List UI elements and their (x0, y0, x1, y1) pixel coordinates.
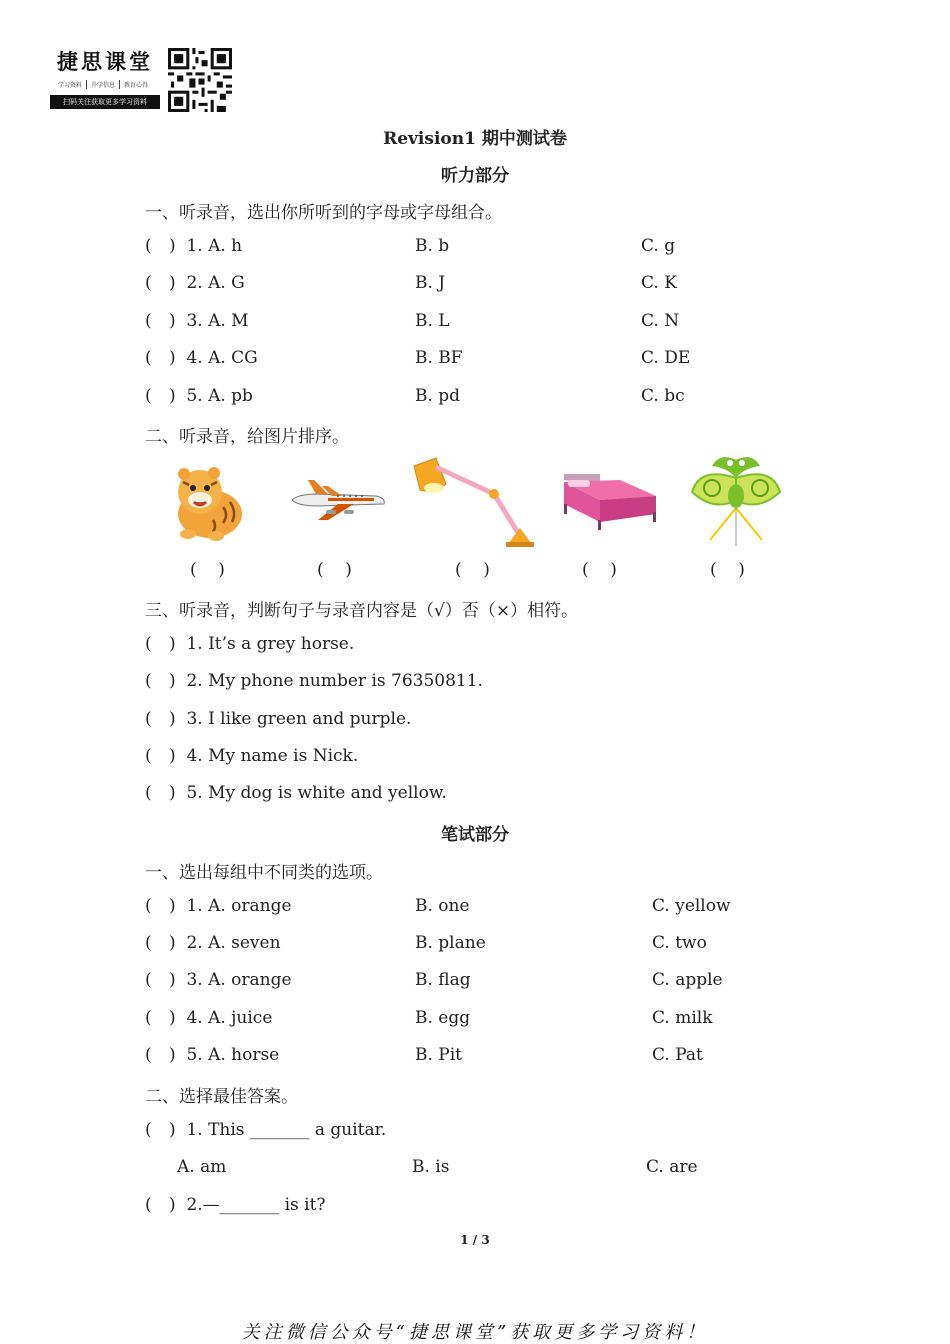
question-option-c: C. N (641, 311, 680, 331)
picture-order-paren: ( ) (710, 560, 745, 580)
question-option-a: ) 1. A. orange (169, 896, 292, 916)
question-option-b: B. plane (415, 933, 486, 953)
question-option-a: ) 2. A. seven (169, 933, 281, 953)
picture-order-paren: ( ) (455, 560, 490, 580)
question-row (145, 709, 845, 733)
question-option-c: C. two (652, 933, 707, 953)
question-text: ) 2.—_______ is it? (169, 1195, 326, 1215)
question-option-b: B. BF (415, 348, 463, 368)
question-text: ) 1. It’s a grey horse. (169, 634, 355, 654)
brand-tags (50, 80, 160, 89)
question-row (145, 746, 845, 770)
question-row (145, 236, 845, 260)
picture-order-paren: ( ) (317, 560, 352, 580)
answer-paren: ( (145, 386, 152, 406)
question-row (145, 386, 845, 410)
writing-s2-title: 二、选择最佳答案。 (145, 1087, 298, 1107)
answer-paren: ( (145, 634, 152, 654)
question-row (145, 1195, 845, 1219)
question-option-b: B. Pit (415, 1045, 463, 1065)
listening-s3-title: 三、听录音，判断句子与录音内容是（√）否（×）相符。 (145, 601, 579, 621)
answer-paren: ( (145, 1045, 152, 1065)
answer-paren: ( (145, 970, 152, 990)
question-option-c: C. K (641, 273, 677, 293)
brand-tag: 教育心得 (124, 82, 149, 89)
answer-paren: ( (145, 671, 152, 691)
brand-tag: 学习资料 (58, 80, 87, 89)
question-text: ) 4. My name is Nick. (169, 746, 359, 766)
question-option-b: B. J (415, 273, 446, 293)
brand-bar: 扫码关注获取更多学习资料 (50, 95, 160, 109)
qr-code-icon (168, 48, 232, 112)
answer-paren: ( (145, 896, 152, 916)
listening-heading: 听力部分 (441, 166, 509, 186)
question-row (145, 311, 845, 335)
question-option-a: ) 4. A. juice (169, 1008, 273, 1028)
writing-s1-title: 一、选出每组中不同类的选项。 (145, 863, 383, 883)
question-row (145, 1120, 845, 1144)
question-row (145, 1045, 845, 1069)
question-option-a: A. am (177, 1157, 227, 1177)
question-text: ) 5. My dog is white and yellow. (169, 783, 447, 803)
question-option-a: ) 3. A. M (169, 311, 249, 331)
question-text: ) 3. I like green and purple. (169, 709, 412, 729)
question-option-c: C. are (646, 1157, 698, 1177)
question-option-a: ) 3. A. orange (169, 970, 292, 990)
question-option-c: C. apple (652, 970, 723, 990)
answer-paren: ( (145, 783, 152, 803)
question-option-b: B. b (415, 236, 450, 256)
question-option-a: ) 4. A. CG (169, 348, 258, 368)
question-option-b: B. egg (415, 1008, 471, 1028)
picture-order-paren: ( ) (582, 560, 617, 580)
listening-s2-title: 二、听录音，给图片排序。 (145, 427, 349, 447)
question-row (145, 933, 845, 957)
question-option-b: B. L (415, 311, 450, 331)
question-option-c: C. yellow (652, 896, 731, 916)
answer-paren: ( (145, 1120, 152, 1140)
picture-order-paren: ( ) (190, 560, 225, 580)
answer-paren: ( (145, 709, 152, 729)
question-row (145, 896, 845, 920)
question-row (145, 970, 845, 994)
answer-paren: ( (145, 1195, 152, 1215)
question-row (145, 273, 845, 297)
question-row (145, 783, 845, 807)
page-number: 1 / 3 (460, 1233, 490, 1247)
airplane-icon (288, 478, 388, 524)
question-option-a: ) 2. A. G (169, 273, 245, 293)
question-option-c: C. bc (641, 386, 685, 406)
question-option-b: B. is (412, 1157, 450, 1177)
answer-paren: ( (145, 273, 152, 293)
question-text: ) 1. This _______ a guitar. (169, 1120, 387, 1140)
question-option-a: ) 1. A. h (169, 236, 243, 256)
brand-name: 捷思课堂 (57, 49, 153, 74)
desk-lamp-icon (408, 454, 538, 550)
question-options-row (145, 1157, 845, 1181)
answer-paren: ( (145, 236, 152, 256)
question-option-c: C. g (641, 236, 676, 256)
question-option-b: B. pd (415, 386, 461, 406)
brand-tag: 升学信息 (91, 80, 120, 89)
listening-s1-title: 一、听录音，选出你所听到的字母或字母组合。 (145, 203, 502, 223)
tiger-icon (168, 462, 246, 542)
question-row (145, 348, 845, 372)
answer-paren: ( (145, 1008, 152, 1028)
answer-paren: ( (145, 933, 152, 953)
question-option-a: ) 5. A. pb (169, 386, 253, 406)
question-row (145, 1008, 845, 1032)
footer-note: 关注微信公众号“捷思课堂”获取更多学习资料！ (241, 1322, 709, 1343)
bed-icon (560, 470, 660, 530)
question-option-c: C. milk (652, 1008, 713, 1028)
brand-logo (50, 46, 160, 109)
question-row (145, 671, 845, 695)
question-option-b: B. flag (415, 970, 471, 990)
question-text: ) 2. My phone number is 76350811. (169, 671, 483, 691)
kite-icon (690, 452, 782, 548)
question-option-c: C. Pat (652, 1045, 703, 1065)
answer-paren: ( (145, 348, 152, 368)
page-title: Revision1 期中测试卷 (383, 129, 567, 149)
answer-paren: ( (145, 746, 152, 766)
question-option-b: B. one (415, 896, 470, 916)
writing-heading: 笔试部分 (441, 825, 509, 845)
answer-paren: ( (145, 311, 152, 331)
question-option-a: ) 5. A. horse (169, 1045, 280, 1065)
question-option-c: C. DE (641, 348, 691, 368)
question-row (145, 634, 845, 658)
